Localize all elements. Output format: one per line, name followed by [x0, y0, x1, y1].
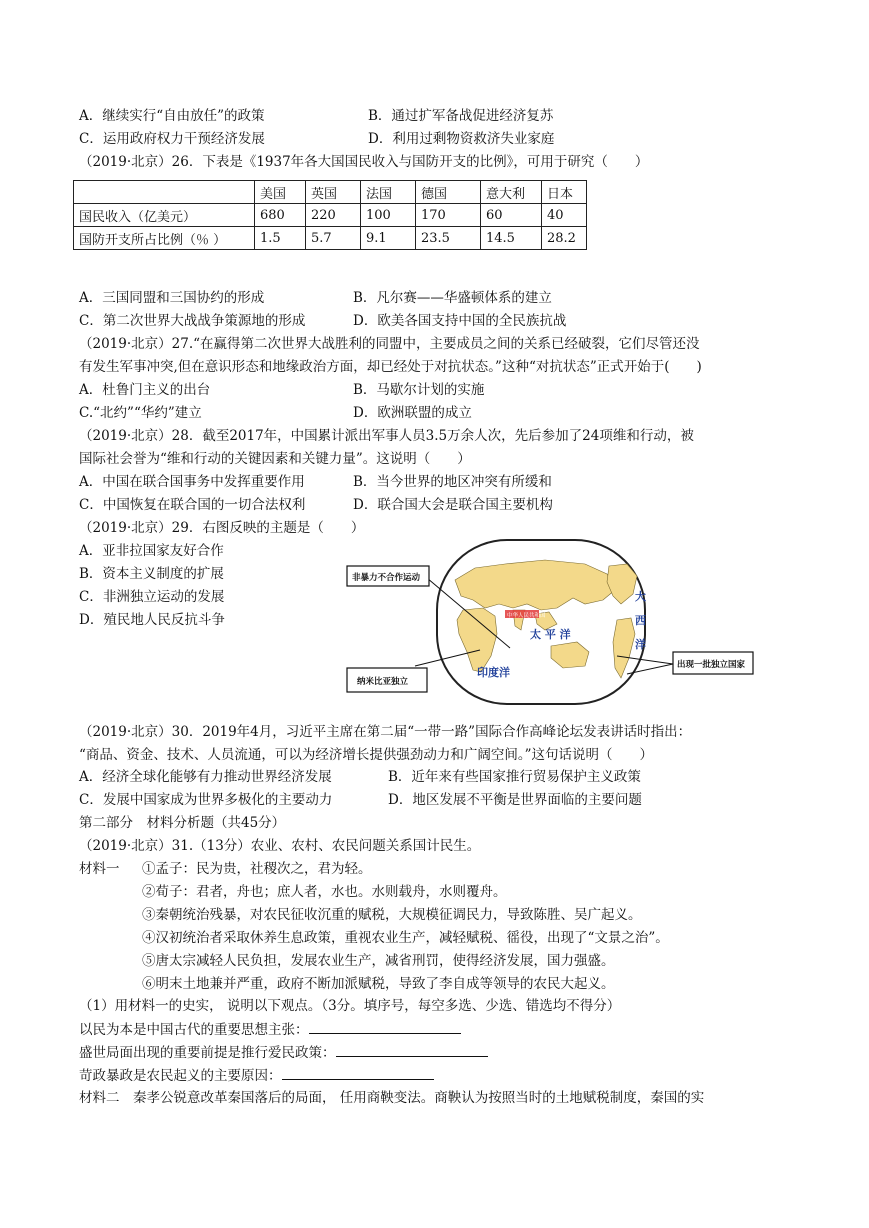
table-cell: 美国 — [255, 181, 306, 204]
table-cell: 5.7 — [306, 227, 361, 250]
table-cell: 23.5 — [416, 227, 481, 250]
indian-ocean-label: 印度洋 — [477, 666, 510, 679]
q26-stem: （2019·北京）26．下表是《1937年各大国国民收入与国防开支的比例》，可用于研究（ ） — [79, 154, 649, 170]
table-cell: 14.5 — [481, 227, 542, 250]
q29-option-c: C．非洲独立运动的发展 — [79, 589, 225, 605]
q26-option-c: C．第二次世界大战战争策源地的形成 — [79, 313, 306, 329]
china-label: 中华人民共和国 — [507, 613, 546, 619]
q30-option-b: B．近年来有些国家推行贸易保护主义政策 — [388, 769, 641, 785]
table-cell: 28.2 — [542, 227, 587, 250]
q28-option-c: C．中国恢复在联合国的一切合法权利 — [79, 497, 306, 513]
q26-option-b: B．凡尔赛——华盛顿体系的建立 — [353, 290, 552, 306]
blank-prompt: 盛世局面出现的重要前提是推行爱民政策： — [79, 1045, 336, 1061]
sub-question-1: （1）用材料一的史实， 说明以下观点。（3分。填序号，每空多选、少选、错选均不得分） — [79, 998, 621, 1014]
material1-item: ④汉初统治者采取休养生息政策，重视农业生产，减轻赋税、徭役，出现了“文景之治”。 — [142, 930, 669, 946]
atlantic-label-3: 洋 — [635, 638, 646, 651]
table-row — [74, 204, 587, 227]
table-cell — [74, 181, 255, 204]
q28-stem-line2: 国际社会誉为“维和行动的关键因素和关键力量”。这说明（ ） — [79, 451, 471, 467]
q27-stem-line2: 有发生军事冲突,但在意识形态和地缘政治方面，却已经处于对抗状态。”这种“对抗状态”正式开始于( ) — [79, 359, 702, 375]
table-cell: 1.5 — [255, 227, 306, 250]
income-defense-table — [73, 180, 587, 250]
table-cell: 德国 — [416, 181, 481, 204]
blank-prompt: 以民为本是中国古代的重要思想主张： — [79, 1022, 309, 1038]
q25-option-b: B．通过扩军备战促进经济复苏 — [368, 108, 554, 124]
table-cell: 170 — [416, 204, 481, 227]
q29-option-a: A．亚非拉国家友好合作 — [79, 543, 224, 559]
q27-option-b: B．马歇尔计划的实施 — [353, 382, 485, 398]
q30-option-d: D．地区发展不平衡是世界面临的主要问题 — [388, 792, 642, 808]
material1-item: ①孟子：民为贵，社稷次之，君为轻。 — [142, 861, 372, 877]
nonviolence-label: 非暴力不合作运动 — [352, 573, 421, 583]
independence-label: 出现一批独立国家 — [677, 660, 746, 670]
answer-blank-1[interactable] — [309, 1019, 461, 1034]
table-cell: 220 — [306, 204, 361, 227]
blank-question-1 — [79, 1019, 461, 1039]
answer-blank-2[interactable] — [336, 1042, 488, 1057]
table-cell: 9.1 — [361, 227, 416, 250]
material1-item: ③秦朝统治残暴，对农民征收沉重的赋税，大规模征调民力，导致陈胜、吴广起义。 — [142, 907, 642, 923]
q25-option-c: C．运用政府权力干预经济发展 — [79, 131, 265, 147]
atlantic-label-1: 大 — [635, 590, 646, 603]
material1-item: ⑤唐太宗减轻人民负担，发展农业生产，减省刑罚，使得经济发展，国力强盛。 — [142, 953, 615, 969]
table-cell: 英国 — [306, 181, 361, 204]
q30-stem-line2: “商品、资金、技术、人员流通，可以为经济增长提供强劲动力和广阔空间。”这句话说明（ ） — [79, 747, 654, 763]
q26-option-d: D．欧美各国支持中国的全民族抗战 — [353, 313, 567, 329]
q30-option-a: A．经济全球化能够有力推动世界经济发展 — [79, 769, 332, 785]
q29-option-d: D．殖民地人民反抗斗争 — [79, 612, 225, 628]
material1-item: ②荀子：君者，舟也；庶人者，水也。水则载舟，水则覆舟。 — [142, 884, 507, 900]
q30-stem-line1: （2019·北京）30．2019年4月，习近平主席在第二届“一带一路”国际合作高峰论坛发表讲话时指出： — [79, 724, 692, 740]
q27-option-a: A．杜鲁门主义的出台 — [79, 382, 211, 398]
table-cell: 意大利 — [481, 181, 542, 204]
table-cell: 100 — [361, 204, 416, 227]
material1-label: 材料一 — [79, 861, 120, 877]
atlantic-label-2: 西 — [635, 614, 646, 627]
material1-item: ⑥明末土地兼并严重，政府不断加派赋税，导致了李自成等领导的农民大起义。 — [142, 976, 615, 992]
q28-option-a: A．中国在联合国事务中发挥重要作用 — [79, 474, 305, 490]
blank-question-2 — [79, 1042, 488, 1062]
q27-option-d: D．欧洲联盟的成立 — [353, 405, 472, 421]
answer-blank-3[interactable] — [282, 1065, 434, 1080]
material2-text: 材料二 秦孝公锐意改革秦国落后的局面， 任用商鞅变法。商鞅认为按照当时的土地赋税制度，秦国的实 — [79, 1090, 705, 1106]
q27-option-c: C.“北约”“华约”建立 — [79, 405, 202, 421]
q25-option-a: A．继续实行“自由放任”的政策 — [79, 108, 265, 124]
table-cell: 国民收入（亿美元） — [74, 204, 255, 227]
table-cell: 法国 — [361, 181, 416, 204]
namibia-label: 纳米比亚独立 — [357, 677, 409, 687]
q31-stem: （2019·北京）31.（13分）农业、农村、农民问题关系国计民生。 — [79, 838, 481, 854]
table-cell: 国防开支所占比例（％ ） — [74, 227, 255, 250]
q28-option-b: B．当今世界的地区冲突有所缓和 — [353, 474, 552, 490]
table-cell: 40 — [542, 204, 587, 227]
table-cell: 680 — [255, 204, 306, 227]
blank-prompt: 苛政暴政是农民起义的主要原因： — [79, 1068, 282, 1084]
blank-question-3 — [79, 1065, 434, 1085]
q25-option-d: D．利用过剩物资救济失业家庭 — [368, 131, 555, 147]
table-header-row — [74, 181, 587, 204]
part2-heading: 第二部分 材料分析题（共45分） — [79, 815, 286, 831]
q26-option-a: A．三国同盟和三国协约的形成 — [79, 290, 265, 306]
q30-option-c: C．发展中国家成为世界多极化的主要动力 — [79, 792, 333, 808]
q27-stem-line1: （2019·北京）27.“在赢得第二次世界大战胜利的同盟中，主要成员之间的关系已经破裂，它们尽管还没 — [79, 336, 700, 352]
table-cell: 60 — [481, 204, 542, 227]
q29-option-b: B．资本主义制度的扩展 — [79, 566, 224, 582]
pacific-ocean-label: 太 平 洋 — [530, 628, 571, 641]
table-cell: 日本 — [542, 181, 587, 204]
table-row — [74, 227, 587, 250]
world-map-figure — [345, 538, 755, 706]
q28-option-d: D．联合国大会是联合国主要机构 — [353, 497, 553, 513]
q29-stem: （2019·北京）29．右图反映的主题是（ ） — [79, 520, 365, 536]
q28-stem-line1: （2019·北京）28．截至2017年，中国累计派出军事人员3.5万余人次，先后参加了24项维和行动，被 — [79, 428, 694, 444]
